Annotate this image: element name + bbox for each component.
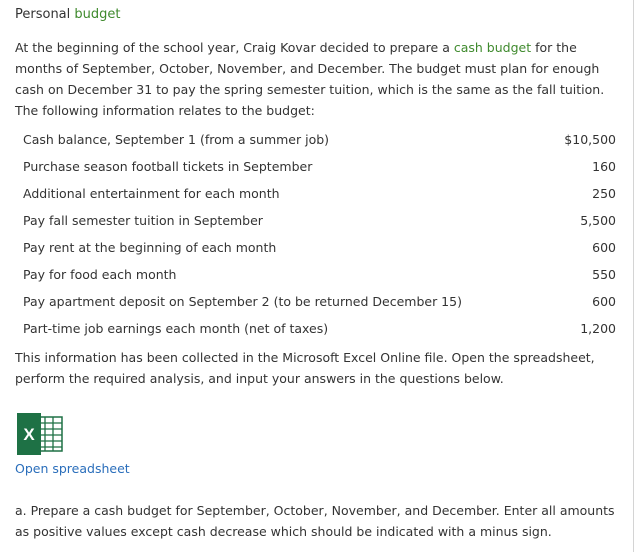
budget-item-amount: 1,200 [580,321,616,336]
title-prefix: Personal [15,7,75,22]
open-spreadsheet-link[interactable]: Open spreadsheet [15,461,130,476]
budget-item-amount: 550 [592,267,616,282]
intro-text-end: for the months of September, October, November, and December. The budget must plan for enough cash on December 31 to pay the spring semester tuition, which is the same as the fall tuition. The following information relates to the budget: [15,40,605,118]
page-title [15,7,121,23]
title-accent: budget [74,7,121,22]
budget-item-label: Cash balance, September 1 (from a summer job) [23,132,330,147]
table-row [15,207,625,234]
excel-icon[interactable] [16,412,64,456]
budget-item-amount: 600 [592,294,616,309]
table-row [15,153,625,180]
budget-item-amount: 160 [592,159,616,174]
intro-paragraph [15,37,627,121]
budget-table [15,126,625,342]
table-row [15,126,625,153]
svg-text:X: X [23,425,35,444]
intro-text-start: At the beginning of the school year, Craig Kovar decided to prepare a [15,40,454,55]
table-row [15,261,625,288]
right-border [633,0,634,552]
budget-item-amount: $10,500 [564,132,616,147]
budget-item-amount: 600 [592,240,616,255]
budget-item-label: Pay fall semester tuition in September [23,213,263,228]
spreadsheet-instructions: This information has been collected in the Microsoft Excel Online file. Open the spreadsheet, perform the required analysis, and input your answers in the questions below. [15,350,595,386]
table-row [15,315,625,342]
table-row [15,234,625,261]
budget-item-label: Pay for food each month [23,267,177,282]
question-a: a. Prepare a cash budget for September, October, November, and December. Enter all amounts as positive values except cash decrease which should be indicated with a minus sign. [15,503,615,539]
budget-item-label: Part-time job earnings each month (net of taxes) [23,321,329,336]
budget-item-label: Pay rent at the beginning of each month [23,240,277,255]
budget-item-label: Purchase season football tickets in September [23,159,313,174]
budget-item-amount: 250 [592,186,616,201]
budget-item-label: Additional entertainment for each month [23,186,280,201]
budget-item-label: Pay apartment deposit on September 2 (to be returned December 15) [23,294,462,309]
budget-item-amount: 5,500 [580,213,616,228]
table-row [15,288,625,315]
cash-budget-term[interactable]: cash budget [453,40,532,55]
table-row [15,180,625,207]
